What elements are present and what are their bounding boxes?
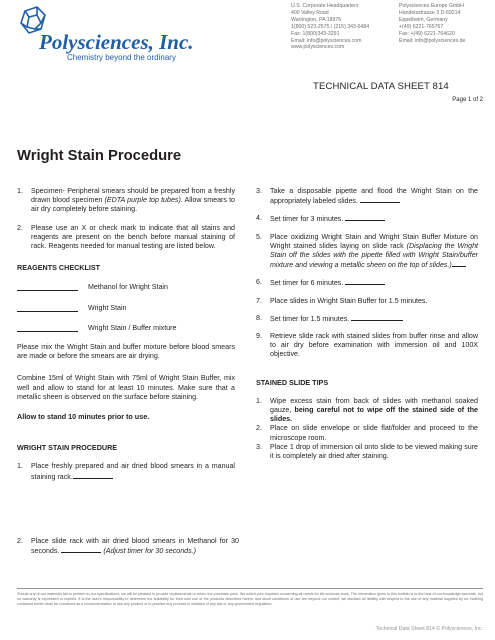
sheet-title: TECHNICAL DATA SHEET 814 <box>313 81 449 92</box>
address-line: Warrington, PA 18976 <box>291 16 342 23</box>
step-item <box>256 278 478 288</box>
step-italic: (Adjust timer for 30 seconds.) <box>103 547 197 556</box>
checklist-item[interactable] <box>17 324 235 333</box>
step-item <box>256 297 478 306</box>
step-item <box>256 332 478 360</box>
eu-address <box>399 3 465 44</box>
address-line: Eppelheim, Germany <box>399 16 448 23</box>
checklist-label: Wright Stain <box>88 303 127 312</box>
tip-item <box>256 397 478 425</box>
polysciences-logo <box>11 5 211 65</box>
address-line[interactable]: Email: info@polysciences.de <box>399 37 466 44</box>
answer-blank[interactable] <box>351 314 403 321</box>
tip-item <box>256 424 478 442</box>
answer-blank[interactable] <box>360 196 400 203</box>
step-text: Please use an X or check mark to indicate that all stains and reagents are present on the bench before manual staining of rack. Reagents needed for manual testing are listed below. <box>31 223 235 251</box>
step-number: 3. <box>256 187 262 195</box>
tip-item <box>256 443 478 461</box>
right-column <box>256 187 478 461</box>
address-line: 400 Valley Road <box>291 9 329 16</box>
address-line: Fax: 1(800)343-3291 <box>291 30 340 37</box>
address-line: U.S. Corporate Headquarters <box>291 3 359 9</box>
address-line: Fax: +(49) 6221-764620 <box>399 30 455 37</box>
us-address <box>291 3 369 51</box>
address-line: Polysciences Europe GmbH <box>399 3 464 9</box>
step-text: Set timer for 6 minutes. <box>270 278 478 288</box>
tip-text: Place 1 drop of immersion oil onto slide to be viewed making sure it is completely air dried after staining. <box>270 442 478 461</box>
step-item <box>17 187 235 215</box>
tip-number: 2. <box>256 424 262 433</box>
step-italic: (Displacing the Wright Stain off the slides with the pipette filled with Wright Stain/buffer mixture and viewing a metallic sheen on the top of slides.) <box>270 241 478 270</box>
document-title: Wright Stain Procedure <box>17 148 182 164</box>
answer-blank[interactable] <box>345 214 385 221</box>
stand-note: Allow to stand 10 minutes prior to use. <box>17 412 150 422</box>
step-number: 5. <box>256 232 262 241</box>
step-text: Specimen- Peripheral smears should be prepared from a freshly drawn blood specimen (EDTA purple top tubes). Allow smears to air dry completely before staining. <box>31 187 236 214</box>
address-line[interactable]: Email: info@polysciences.com <box>291 37 362 44</box>
left-column-bottom <box>17 537 239 556</box>
left-column <box>17 187 235 482</box>
step-item <box>256 233 478 271</box>
address-line: +(49) 6221-765767 <box>399 23 444 30</box>
footer-divider <box>17 588 483 589</box>
procedure-heading: WRIGHT STAIN PROCEDURE <box>17 443 118 453</box>
footer-disclaimer: Should any of our materials fail to perform to our specifications, we will be pleased to provide replacements or return the purchase price. We solicit your inquiries concerning all needs for life sciences work. The information given in this bulletin is to the best of our knowledge accurate, but no warranty is expressed or implied. It is the user's responsibility to determine the suitability for their own use of the products described herein, and since conditions of use are beyond our control, we disclaim all liability with respect to the use of any material supplied by us. Nothing contained herein shall be construed as a recommendation to use any product or to practice any process in violation of any law or any government regulation. <box>17 592 483 606</box>
check-blank[interactable] <box>17 304 78 312</box>
checklist-label: Wright Stain / Buffer mixture <box>88 323 177 332</box>
check-blank[interactable] <box>17 283 78 291</box>
tip-text: Place on slide envelope or slide flat/folder and proceed to the microscope room. <box>270 424 478 442</box>
step-italic: (EDTA purple top tubes) <box>104 196 181 205</box>
check-blank[interactable] <box>17 324 78 332</box>
step-text: Retrieve slide rack with stained slides from buffer rinse and allow to air dry before examination with immersion oil and 100X objective. <box>270 332 478 359</box>
step-number: 6. <box>256 278 262 287</box>
checklist-label: Methanol for Wright Stain <box>88 283 168 292</box>
step-number: 7. <box>256 296 262 305</box>
page-number: Page 1 of 2 <box>452 97 483 103</box>
brand-tagline: Chemistry beyond the ordinary <box>67 53 176 62</box>
step-text: Set timer for 1.5 minutes. <box>270 314 478 324</box>
footer-reference: Technical Data Sheet 814 © Polysciences, Inc. <box>375 626 483 632</box>
tip-number: 3. <box>256 442 262 451</box>
step-number: 8. <box>256 313 262 322</box>
tip-text: Wipe excess stain from back of slides with methanol soaked gauze, being careful not to wipe off the stained side of the slides. <box>270 396 478 424</box>
step-number: 9. <box>256 332 262 341</box>
step-number: 1. <box>17 462 23 471</box>
answer-blank[interactable] <box>61 546 101 553</box>
answer-blank[interactable] <box>345 278 385 285</box>
step-item <box>17 224 235 252</box>
address-line[interactable]: www.polysciences.com <box>291 44 345 51</box>
step-text: Set timer for 3 minutes. <box>270 214 478 224</box>
address-line: 1(800) 523-2575 / (215) 343-6484 <box>291 23 370 30</box>
step-number: 2. <box>17 537 23 545</box>
checklist-item[interactable] <box>17 304 235 313</box>
tip-bold: being careful not to wipe off the stained side of the slides. <box>270 406 478 424</box>
step-text: Place oxidizing Wright Stain and Wright Stain Buffer Mixture on Wright stained slides laying on slide rack (Displacing the Wright Stain off the slides with the pipette filled with Wright Stain/buffer mixture and viewing a metallic sheen on the top of slides.) <box>270 232 478 270</box>
combine-note: Combine 15ml of Wright Stain with 75ml of Wright Stain Buffer, mix well and allow to stand for at least 10 minutes. Make sure that a metallic sheen is observed on the surface before staining. <box>17 374 235 401</box>
step-text: Place freshly prepared and air dried blood smears in a manual staining rack. <box>31 462 235 481</box>
step-item <box>256 214 478 224</box>
step-item <box>256 187 478 206</box>
mix-note: Please mix the Wright Stain and buffer mixture before blood smears are made or before the smears are air drying. <box>17 343 235 361</box>
tip-number: 1. <box>256 396 262 405</box>
brand-name: Polysciences, Inc. <box>39 30 194 54</box>
step-number: 2. <box>17 223 23 232</box>
checklist-heading: REAGENTS CHECKLIST <box>17 263 101 273</box>
procedure-item <box>17 537 239 556</box>
step-text: Place slides in Wright Stain Buffer for 1.5 minutes. <box>270 296 428 305</box>
procedure-item <box>17 462 235 481</box>
answer-blank[interactable] <box>73 472 113 479</box>
tips-heading: STAINED SLIDE TIPS <box>256 377 329 387</box>
answer-blank[interactable] <box>452 260 466 267</box>
address-line: Handelsstrasse 3 D-69214 <box>399 9 461 16</box>
step-item <box>256 314 478 324</box>
step-text: Place slide rack with air dried blood smears in Methanol for 30 seconds. (Adjust timer for 30 seconds.) <box>31 537 239 556</box>
step-number: 1. <box>17 187 23 195</box>
step-number: 4. <box>256 214 262 223</box>
step-text: Take a disposable pipette and flood the Wright Stain on the appropriately labeled slides. <box>270 187 478 206</box>
checklist-item[interactable] <box>17 283 235 292</box>
